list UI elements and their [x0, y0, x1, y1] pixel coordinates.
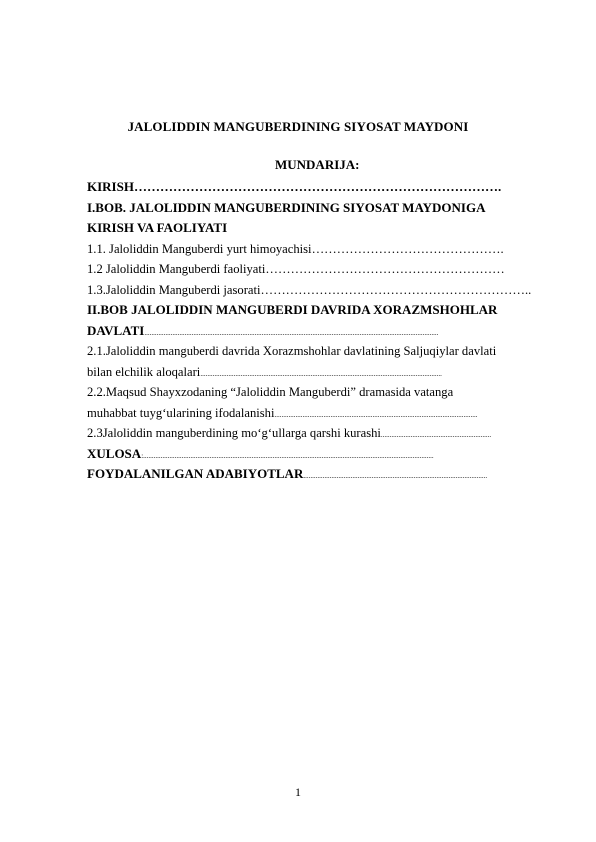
toc-entry-leader: ............................................................... [380, 431, 492, 439]
toc-entry-text: 1.1. Jaloliddin Manguberdi yurt himoyachisi [87, 241, 312, 256]
toc-entry-leader: :...................................................................................................................................................................... [141, 451, 434, 460]
toc-entry-text: muhabbat tuyg‘ularining ifodalanishi [87, 405, 275, 420]
toc-entry [87, 321, 552, 342]
toc-entry-text: 2.3Jaloliddin manguberdining mo‘g‘ullarga qarshi kurashi [87, 426, 381, 440]
toc-entry-leader: ……………………………………………………….. [260, 282, 532, 297]
toc-entry-text: FOYDALANILGAN ADABIYOTLAR [87, 466, 304, 481]
toc-entry [87, 341, 552, 362]
toc-entry [87, 259, 552, 280]
toc-entry-leader: ………………………………………………… [265, 262, 505, 276]
toc-entry-text: I.BOB. JALOLIDDIN MANGUBERDINING SIYOSAT MAYDONIGA [87, 199, 486, 215]
toc-entry [87, 177, 552, 198]
toc-entry [87, 218, 552, 239]
toc-entry-text: DAVLATI [87, 322, 145, 338]
toc-entry-text: bilan elchilik aloqalari [87, 364, 201, 379]
toc-entry-text: XULOSA [87, 445, 142, 461]
page-number: 1 [295, 785, 301, 799]
toc-entry-text: 1.2 Jaloliddin Manguberdi faoliyati [87, 262, 266, 276]
document-title: JALOLIDDIN MANGUBERDINING SIYOSAT MAYDONI [127, 119, 469, 134]
toc-entry [87, 300, 552, 321]
toc-entry [87, 198, 552, 219]
toc-entry-text: KIRISH VA FAOLIYATI [87, 220, 228, 235]
toc-heading: MUNDARIJA: [275, 157, 360, 172]
toc-entry [87, 403, 552, 424]
toc-entry [87, 280, 552, 301]
toc-entry-text: KIRISH [87, 179, 134, 194]
table-of-contents [87, 177, 552, 485]
toc-entry [87, 444, 552, 465]
toc-entry-leader: .................................................................................................................... [274, 410, 478, 419]
toc-entry-leader: ........................................................................................................................................................................ [144, 328, 439, 337]
toc-entry [87, 423, 552, 444]
toc-entry-text: II.BOB JALOLIDDIN MANGUBERDI DAVRIDA XORAZMSHOHLAR [87, 302, 498, 317]
toc-entry-text: 2.1.Jaloliddin manguberdi davrida Xorazmshohlar davlatining Saljuqiylar davlati [87, 344, 497, 358]
toc-entry-text: 2.2.Maqsud Shayxzodaning “Jaloliddin Manguberdi” dramasida vatanga [87, 385, 454, 399]
toc-entry-leader: ......................................................................................................... [303, 472, 488, 480]
toc-entry [87, 382, 552, 403]
toc-entry-text: 1.3.Jaloliddin Manguberdi jasorati [87, 282, 261, 297]
toc-entry-leader: …………………………………………………………………………. [133, 179, 502, 194]
toc-entry-leader: .......................................................................................................................................... [200, 369, 442, 378]
toc-entry [87, 464, 552, 485]
toc-entry [87, 239, 552, 260]
toc-entry-leader: ………………………………………. [311, 241, 504, 256]
toc-entry [87, 362, 552, 383]
